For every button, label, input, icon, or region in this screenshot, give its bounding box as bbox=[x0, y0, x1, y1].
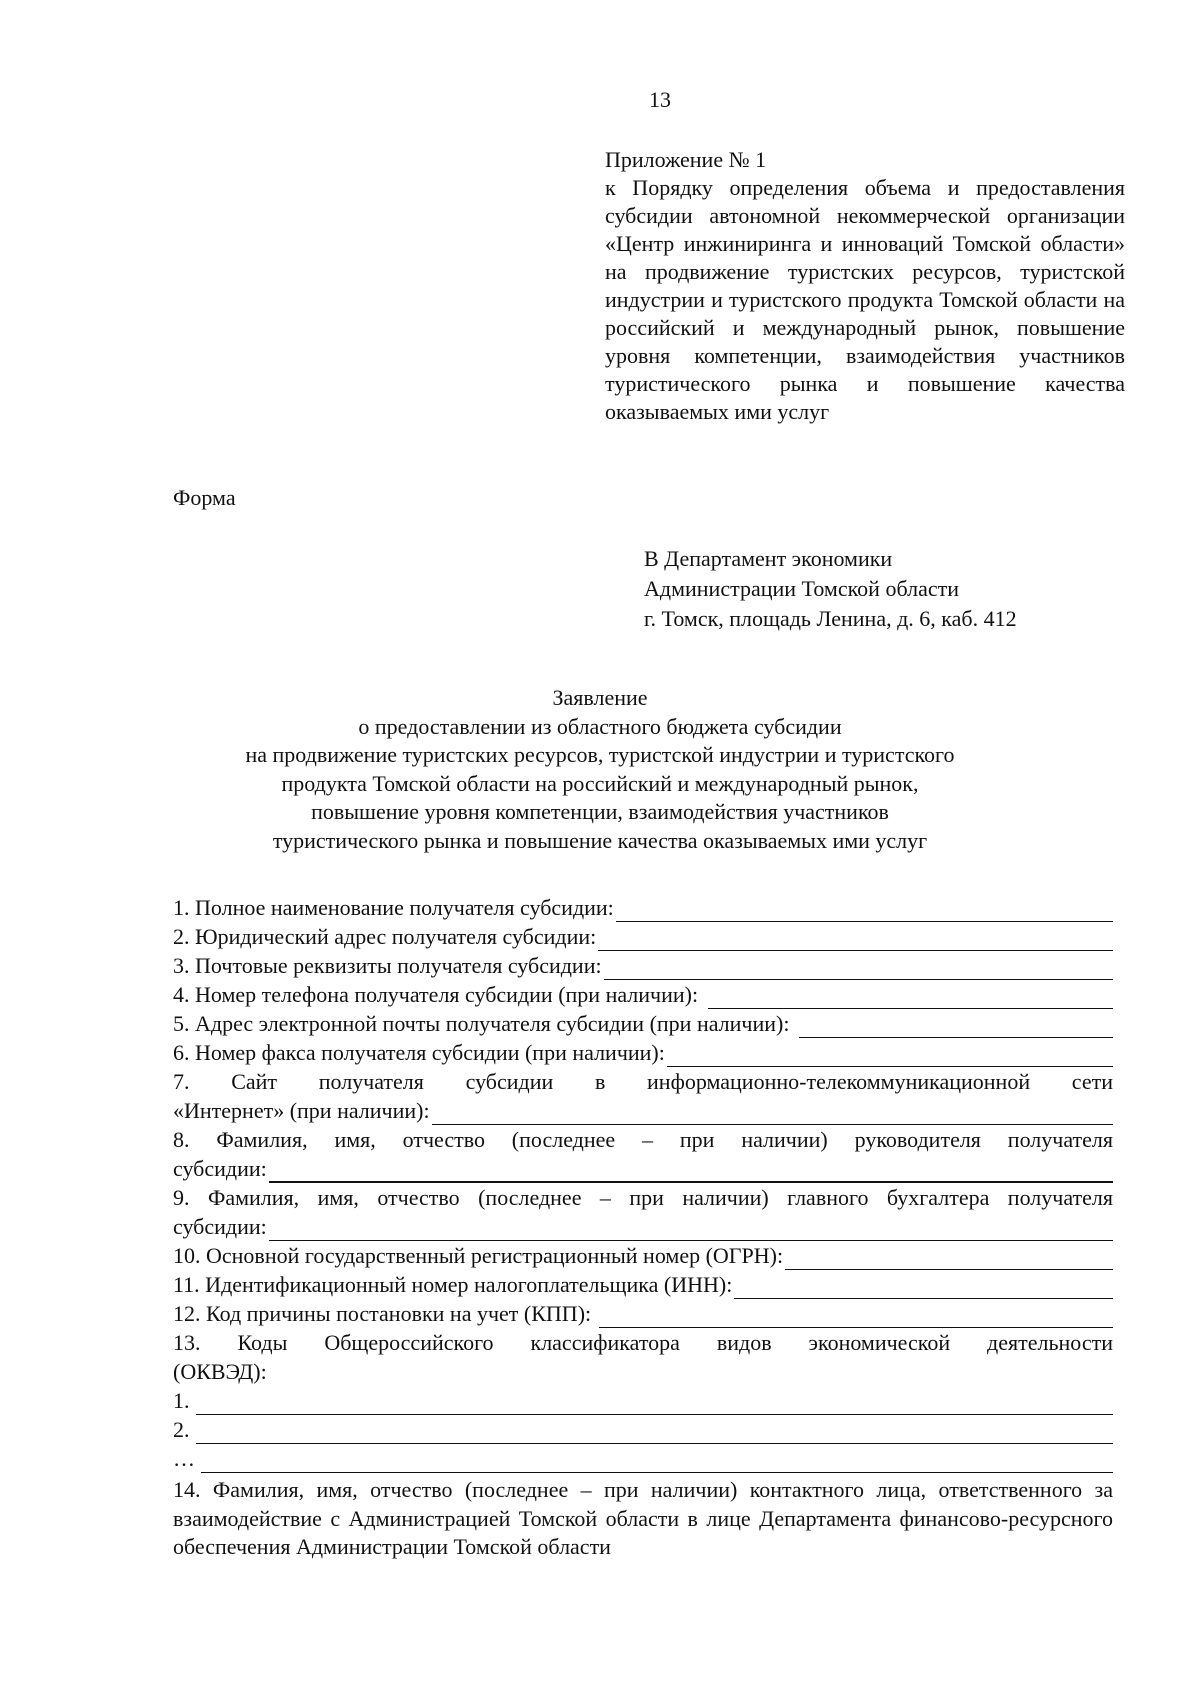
field-label-website-1: 7. Сайт получателя субсидии в информационно-телекоммуникационной сети bbox=[173, 1069, 1113, 1094]
field-row-11 bbox=[173, 1270, 1113, 1299]
field-blank-legal-address[interactable] bbox=[598, 928, 1113, 951]
heading-line-3: на продвижение туристских ресурсов, туристской индустрии и туристского bbox=[245, 742, 955, 768]
appendix-title: Приложение № 1 bbox=[605, 147, 767, 172]
field-row-13b bbox=[173, 1357, 1113, 1386]
field-label-fax: 6. Номер факса получателя субсидии (при наличии): bbox=[173, 1040, 665, 1065]
field-row-13a bbox=[173, 1328, 1113, 1357]
okved-more-label: … bbox=[173, 1446, 195, 1471]
field-row-7a bbox=[173, 1067, 1113, 1096]
field-label-full-name: 1. Полное наименование получателя субсидии: bbox=[173, 895, 614, 920]
field-label-accountant-2: субсидии: bbox=[173, 1214, 267, 1239]
field-row-7b bbox=[173, 1096, 1113, 1125]
okved-item-2-label: 2. bbox=[173, 1417, 190, 1442]
field-row-1 bbox=[173, 893, 1113, 922]
field-row-9a bbox=[173, 1183, 1113, 1212]
field-label-email: 5. Адрес электронной почты получателя субсидии (при наличии): bbox=[173, 1011, 790, 1036]
field-blank-ogrn[interactable] bbox=[785, 1247, 1113, 1270]
field-label-phone: 4. Номер телефона получателя субсидии (при наличии): bbox=[173, 982, 699, 1007]
field-label-postal-details: 3. Почтовые реквизиты получателя субсидии: bbox=[173, 953, 602, 978]
field-blank-full-name[interactable] bbox=[616, 899, 1113, 922]
field-blank-email[interactable] bbox=[799, 1015, 1113, 1038]
field-row-3 bbox=[173, 951, 1113, 980]
addressee-line-3: г. Томск, площадь Ленина, д. 6, каб. 412 bbox=[644, 606, 1017, 631]
field-label-inn: 11. Идентификационный номер налогоплательщика (ИНН): bbox=[173, 1272, 733, 1297]
field-label-director-1: 8. Фамилия, имя, отчество (последнее – при наличии) руководителя получателя bbox=[173, 1127, 1113, 1152]
addressee-block bbox=[644, 544, 1124, 634]
appendix-block bbox=[605, 146, 1125, 426]
addressee-line-1: В Департамент экономики bbox=[644, 546, 893, 571]
field-row-13-more bbox=[173, 1444, 1113, 1473]
field-blank-phone[interactable] bbox=[708, 986, 1113, 1009]
field-row-9b bbox=[173, 1212, 1113, 1241]
field-blank-accountant[interactable] bbox=[269, 1218, 1113, 1241]
field-row-8a bbox=[173, 1125, 1113, 1154]
field-label-website-2: «Интернет» (при наличии): bbox=[173, 1098, 430, 1123]
field-label-contact-person: 14. Фамилия, имя, отчество (последнее – при наличии) контактного лица, ответственного за взаимодействие с Администрацией Томской области в лице Департамента финансово-ресурсного обеспечения Администрации Томской области bbox=[173, 1477, 1113, 1559]
field-blank-website[interactable] bbox=[432, 1102, 1113, 1125]
field-label-kpp: 12. Код причины постановки на учет (КПП): bbox=[173, 1301, 592, 1326]
field-label-okved-2: (ОКВЭД): bbox=[173, 1359, 267, 1384]
field-blank-okved-2[interactable] bbox=[196, 1421, 1114, 1444]
addressee-line-2: Администрации Томской области bbox=[644, 576, 959, 601]
field-row-5 bbox=[173, 1009, 1113, 1038]
field-row-10 bbox=[173, 1241, 1113, 1270]
heading-line-5: повышение уровня компетенции, взаимодействия участников bbox=[311, 799, 889, 825]
field-label-okved-1: 13. Коды Общероссийского классификатора видов экономической деятельности bbox=[173, 1330, 1113, 1355]
page-number: 13 bbox=[649, 87, 671, 112]
field-blank-fax[interactable] bbox=[667, 1044, 1113, 1067]
heading-line-4: продукта Томской области на российский и международный рынок, bbox=[281, 770, 919, 796]
field-blank-okved-more[interactable] bbox=[201, 1450, 1113, 1473]
field-blank-postal-details[interactable] bbox=[604, 957, 1113, 980]
field-blank-inn[interactable] bbox=[734, 1276, 1113, 1299]
heading-line-2: о предоставлении из областного бюджета субсидии bbox=[358, 713, 842, 739]
okved-item-1-label: 1. bbox=[173, 1388, 190, 1413]
field-blank-okved-1[interactable] bbox=[196, 1392, 1114, 1415]
field-row-2 bbox=[173, 922, 1113, 951]
heading-line-6: туристического рынка и повышение качества оказываемых ими услуг bbox=[272, 827, 928, 853]
field-blank-kpp[interactable] bbox=[599, 1305, 1113, 1328]
field-label-ogrn: 10. Основной государственный регистрационный номер (ОГРН): bbox=[173, 1243, 784, 1268]
appendix-body: к Порядку определения объема и предоставления субсидии автономной некоммерческой организации «Центр инжиниринга и инноваций Томской области» на продвижение туристских ресурсов, туристской индустрии и туристского продукта Томской области на российский и международный рынок, повышение уровня компетенции, взаимодействия участников туристического рынка и повышение качества оказываемых ими услуг bbox=[605, 175, 1125, 424]
field-row-13-item-1 bbox=[173, 1386, 1113, 1415]
field-label-legal-address: 2. Юридический адрес получателя субсидии: bbox=[173, 924, 597, 949]
heading-line-1: Заявление bbox=[552, 685, 648, 710]
field-row-8b bbox=[173, 1154, 1113, 1183]
field-row-13-item-2 bbox=[173, 1415, 1113, 1444]
field-blank-director[interactable] bbox=[269, 1159, 1113, 1183]
field-row-4 bbox=[173, 980, 1113, 1009]
form-label: Форма bbox=[173, 485, 236, 510]
application-fields bbox=[173, 893, 1113, 1562]
field-row-6 bbox=[173, 1038, 1113, 1067]
field-label-director-2: субсидии: bbox=[173, 1156, 267, 1181]
document-heading bbox=[150, 684, 1050, 856]
field-label-accountant-1: 9. Фамилия, имя, отчество (последнее – при наличии) главного бухгалтера получателя bbox=[173, 1185, 1113, 1210]
field-row-12 bbox=[173, 1299, 1113, 1328]
